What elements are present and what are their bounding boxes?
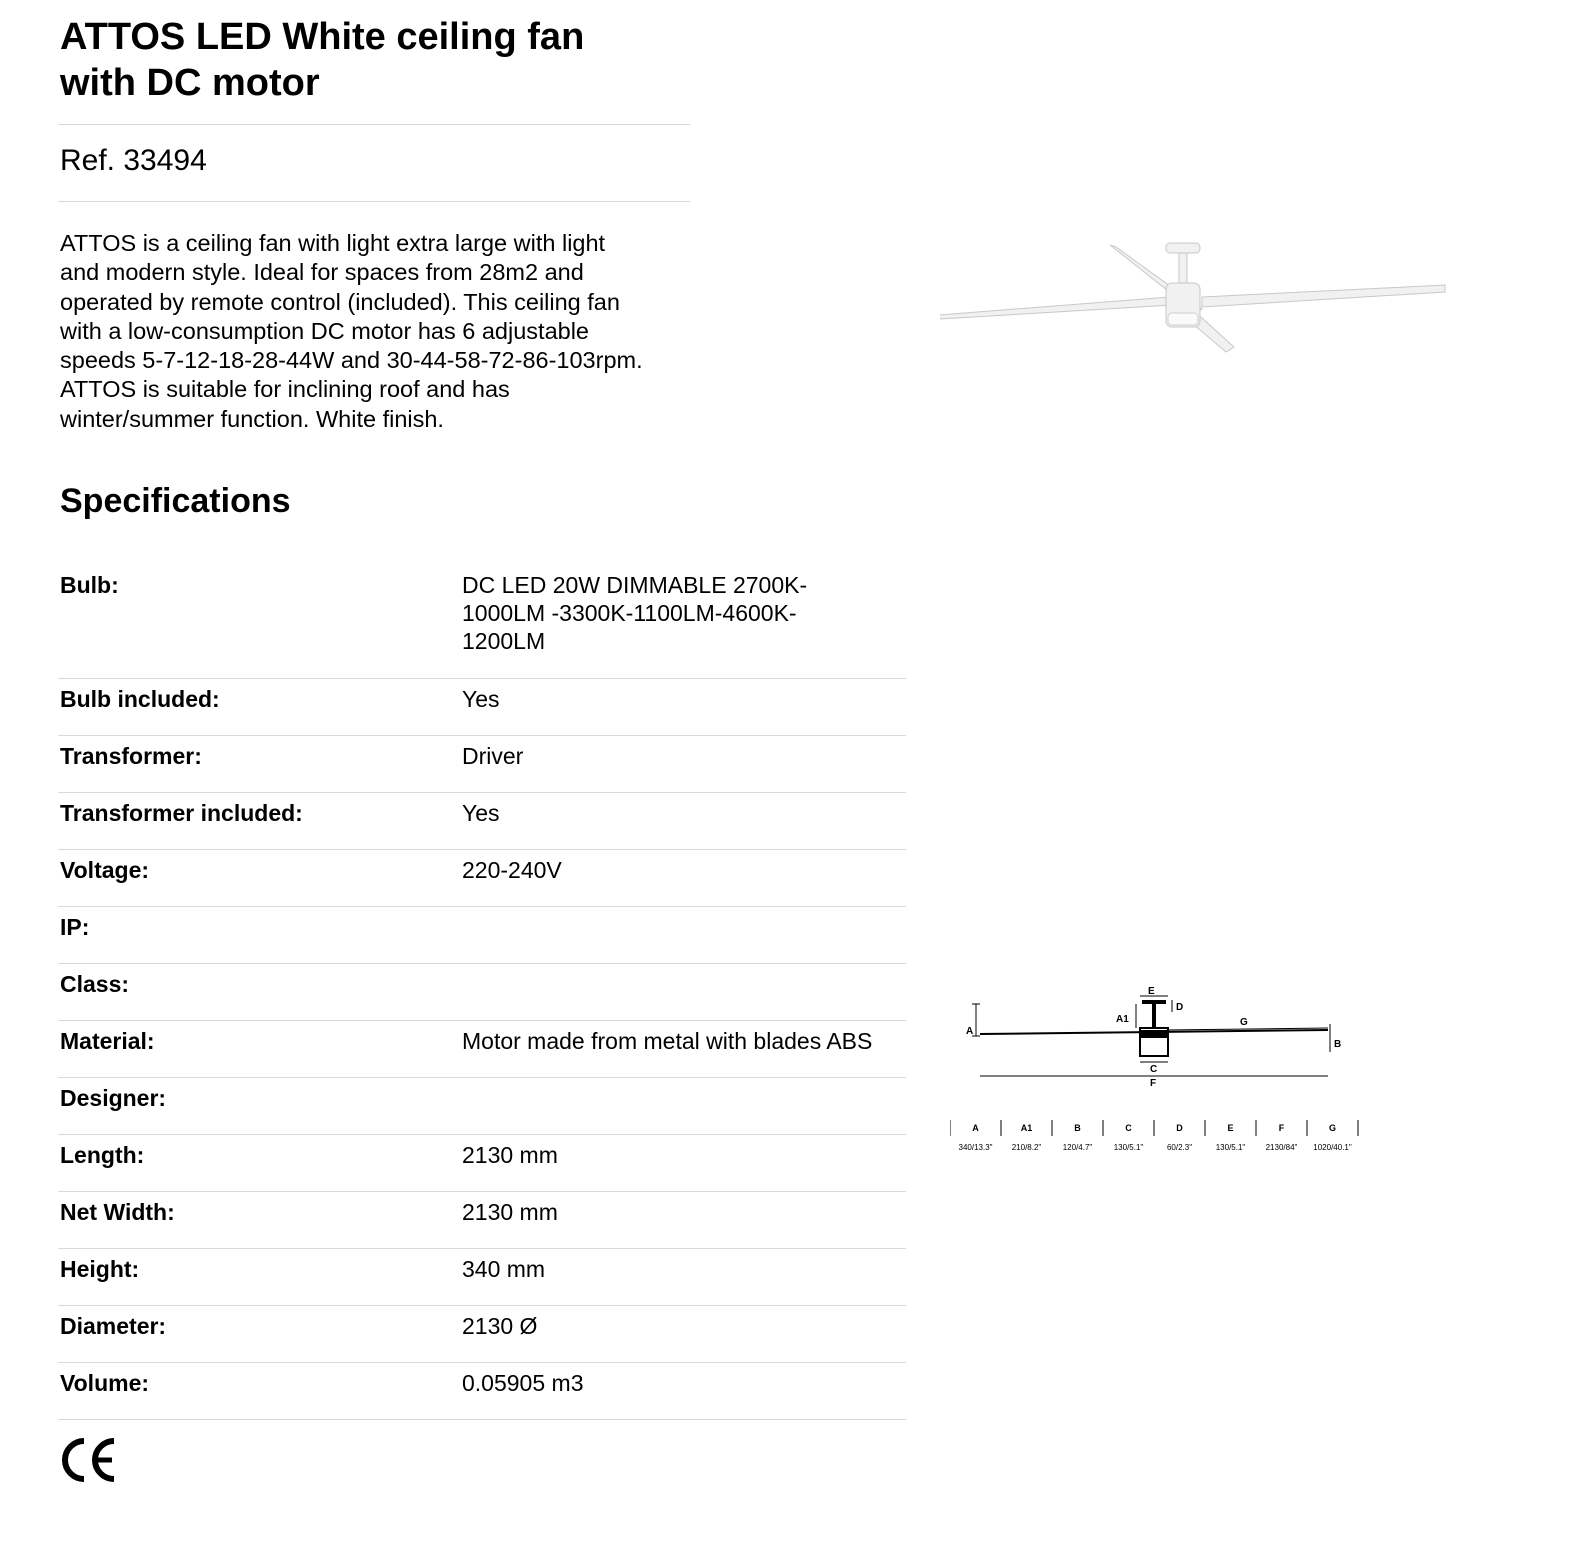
divider xyxy=(58,201,690,202)
product-title xyxy=(60,14,700,106)
spec-value: Yes xyxy=(462,686,500,712)
spec-label: Designer: xyxy=(60,1085,167,1111)
spec-value: 340 mm xyxy=(462,1256,546,1282)
spec-label: Diameter: xyxy=(60,1313,167,1339)
spec-value: DC LED 20W DIMMABLE 2700K- 1000LM -3300K-1100LM-4600K- 1200LM xyxy=(462,572,808,654)
spec-row xyxy=(58,850,906,907)
spec-row xyxy=(58,1192,906,1249)
dim-label-d: D xyxy=(1176,1002,1184,1013)
product-title-line-1: ATTOS LED White ceiling fan xyxy=(60,16,585,58)
spec-value: 2130 mm xyxy=(462,1199,558,1225)
dimension-diagram xyxy=(950,980,1370,1100)
spec-value: Yes xyxy=(462,800,500,826)
spec-label: Length: xyxy=(60,1142,145,1168)
dim-label-g: G xyxy=(1240,1017,1248,1028)
dimension-value: 130/5.1" xyxy=(1215,1143,1246,1152)
spec-value xyxy=(462,964,906,1020)
ce-mark-icon xyxy=(58,1437,120,1483)
fan-blade-left xyxy=(940,297,1172,319)
spec-label: Bulb included: xyxy=(60,686,220,712)
spec-value: 2130 mm xyxy=(462,1142,558,1168)
spec-row xyxy=(58,1078,906,1135)
spec-row xyxy=(58,679,906,736)
spec-value xyxy=(462,1078,906,1134)
spec-label: IP: xyxy=(60,914,90,940)
dimension-header: F xyxy=(1278,1123,1285,1133)
dimension-value: 2130/84" xyxy=(1265,1143,1298,1152)
spec-row xyxy=(58,907,906,964)
dimension-header: A1 xyxy=(1020,1123,1033,1133)
spec-value: 0.05905 m3 xyxy=(462,1370,584,1396)
specifications-table xyxy=(58,565,906,1420)
dimension-header: G xyxy=(1328,1123,1337,1133)
spec-label: Transformer: xyxy=(60,743,202,769)
spec-value: 2130 Ø xyxy=(462,1313,538,1339)
dim-label-f: F xyxy=(1150,1078,1157,1089)
spec-row xyxy=(58,793,906,850)
spec-value: 220-240V xyxy=(462,857,562,883)
product-reference: Ref. 33494 xyxy=(60,144,207,177)
spec-label: Net Width: xyxy=(60,1199,175,1225)
ceiling-fan-image xyxy=(940,235,1460,365)
dimension-table xyxy=(950,1120,1370,1160)
dimension-value: 1020/40.1" xyxy=(1313,1143,1352,1152)
dimension-value: 120/4.7" xyxy=(1062,1143,1093,1152)
spec-label: Height: xyxy=(60,1256,140,1282)
product-description: ATTOS is a ceiling fan with light extra large with light and modern style. Ideal for spaces from 28m2 and operated by remote control (included). This ceiling fan with a low-consumption DC motor has 6 adjustable speeds 5-7-12-18-28-44W and 30-44-58-72-86-103rpm. ATTOS is suitable for inclining roof and has winter/summer function. White finish. xyxy=(60,230,643,432)
dimension-value: 60/2.3" xyxy=(1166,1143,1193,1152)
dim-label-b: B xyxy=(1334,1039,1342,1050)
product-title-line-2: with DC motor xyxy=(60,62,320,104)
dimension-header: A xyxy=(972,1123,979,1133)
spec-value: Motor made from metal with blades ABS xyxy=(462,1028,873,1054)
specifications-heading: Specifications xyxy=(60,482,291,520)
dimension-value: 210/8.2" xyxy=(1011,1143,1042,1152)
spec-row xyxy=(58,1021,906,1078)
dimension-value: 340/13.3" xyxy=(958,1143,993,1152)
dim-label-a: A xyxy=(966,1026,974,1037)
spec-row xyxy=(58,964,906,1021)
spec-label: Material: xyxy=(60,1028,155,1054)
dimension-value: 130/5.1" xyxy=(1113,1143,1144,1152)
divider xyxy=(58,124,690,125)
downrod xyxy=(1179,253,1187,285)
spec-row xyxy=(58,1306,906,1363)
spec-label: Class: xyxy=(60,971,130,997)
dim-label-a1: A1 xyxy=(1116,1014,1129,1025)
spec-row xyxy=(58,565,906,679)
canopy xyxy=(1166,243,1200,253)
spec-label: Transformer included: xyxy=(60,800,303,826)
spec-value: Driver xyxy=(462,743,524,769)
spec-label: Voltage: xyxy=(60,857,150,883)
spec-row xyxy=(58,1363,906,1420)
dimension-header: B xyxy=(1074,1123,1081,1133)
spec-row xyxy=(58,1135,906,1192)
spec-row xyxy=(58,736,906,793)
spec-label: Bulb: xyxy=(60,572,119,598)
dim-label-c: C xyxy=(1150,1064,1158,1075)
dimension-header: C xyxy=(1125,1123,1132,1133)
dimension-header: E xyxy=(1227,1123,1234,1133)
dimension-header: D xyxy=(1176,1123,1183,1133)
fan-blade-right xyxy=(1202,285,1445,307)
spec-label: Volume: xyxy=(60,1370,150,1396)
spec-value xyxy=(462,907,906,963)
dim-label-e: E xyxy=(1148,986,1155,997)
spec-row xyxy=(58,1249,906,1306)
